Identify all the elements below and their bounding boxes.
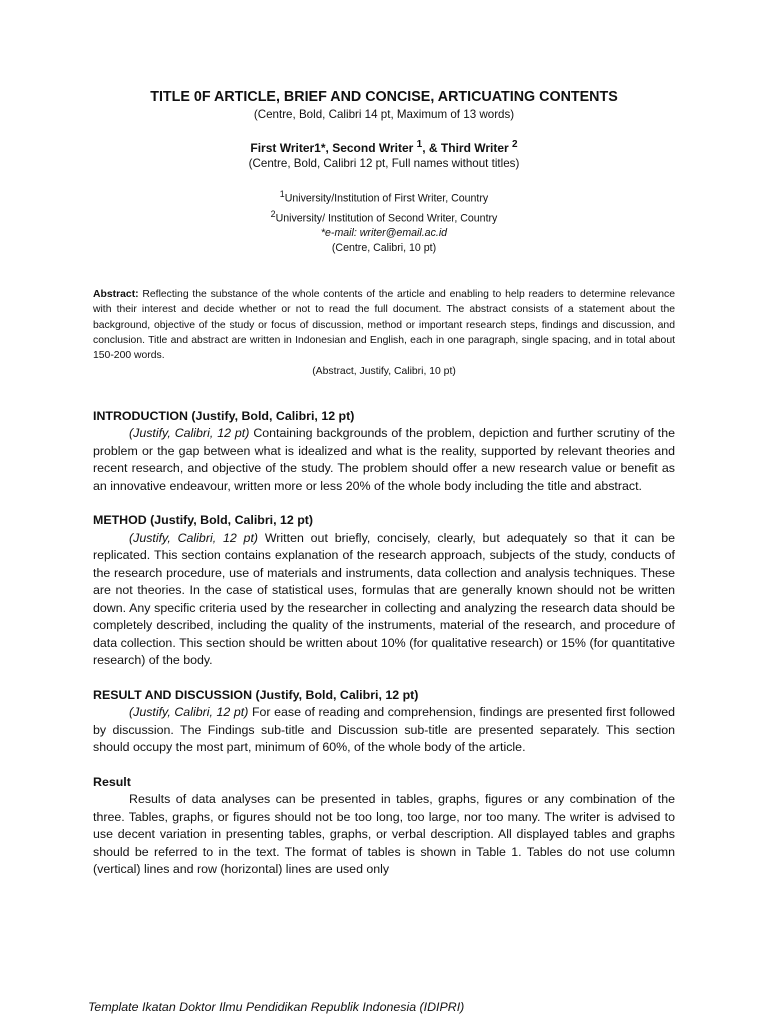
- method-paragraph: (Justify, Calibri, 12 pt) Written out briefly, concisely, clearly, but adequately so that it can be replicated. This section contains explanation of the research approach, subjects of the study, conducts of the research procedure, use of materials and instruments, data collection and analysis techniques. These are not theories. In the case of statistical uses, formulas that are generally known should not be written down. Any specific criteria used by the researcher in collecting and analyzing the research data should be completely described, including the quality of the instruments, material of the research, and procedure of data collection. This section should be written about 10% (for qualitative research) or 15% (for quantitative research) of the body.: [93, 530, 675, 668]
- result-heading: Result: [93, 774, 131, 789]
- title-note: (Centre, Bold, Calibri 14 pt, Maximum of 13 words): [253, 108, 515, 121]
- author-separator: , & Third Writer: [422, 141, 513, 155]
- format-note: (Justify, Calibri, 12 pt): [129, 426, 250, 441]
- author-line: [93, 137, 675, 156]
- abstract-note: (Abstract, Justify, Calibri, 10 pt): [312, 365, 456, 377]
- affiliation-2: $^2$University/ Institution of Second Writer, Country: [270, 208, 498, 225]
- result-paragraph: Results of data analyses can be presented in tables, graphs, figures or any combination of the three. Tables, graphs, or figures should not be too long, too large, nor too many. The writer is advised to use decent variation in presenting tables, graphs, or verbal description. All displayed tables and graphs should be referred to in the text. The format of tables is shown in Table 1. Tables do not use column (vertical) lines and row (horizontal) lines are used only: [93, 792, 675, 877]
- author-superscript: 1: [416, 139, 423, 150]
- format-note: (Justify, Calibri, 12 pt): [129, 530, 259, 545]
- page-footer: Template Ikatan Doktor Ilmu Pendidikan Republik Indonesia (IDIPRI): [88, 1000, 465, 1014]
- article-title: TITLE 0F ARTICLE, BRIEF AND CONCISE, ARTICUATING CONTENTS: [150, 89, 618, 105]
- introduction-paragraph: (Justify, Calibri, 12 pt) Containing backgrounds of the problem, depiction and further scrutiny of the problem or the gap between what is idealized and what is the reality, supported by relevant theories and recent research, and objective of the study. The problem should offer a new research value or benefit as an innovative endeavour, written more or less 20% of the whole body including the title and abstract.: [93, 426, 675, 493]
- affiliation-superscript: 2: [270, 208, 276, 219]
- author-first: First Writer1*: [250, 141, 326, 155]
- author-separator: , Second Writer: [325, 141, 417, 155]
- result-discussion-heading: RESULT AND DISCUSSION (Justify, Bold, Calibri, 12 pt): [93, 687, 419, 702]
- abstract-paragraph: [93, 287, 675, 363]
- affiliation-superscript: 1: [279, 189, 285, 199]
- method-heading: METHOD (Justify, Bold, Calibri, 12 pt): [93, 513, 314, 528]
- affiliation-1: $^1$University/Institution of First Writer, Country: [279, 189, 489, 205]
- document-page: [93, 88, 675, 879]
- result-discussion-paragraph: (Justify, Calibri, 12 pt) For ease of reading and comprehension, findings are presented first followed by discussion. The Findings sub-title and Discussion sub-title are presented separately. This section should occupy the most part, minimum of 60%, of the whole body of the article.: [93, 705, 676, 755]
- format-note: (Justify, Calibri, 12 pt): [129, 705, 249, 720]
- author-superscript: 2: [512, 139, 518, 150]
- email-line: *e-mail: writer@email.ac.id: [320, 227, 448, 240]
- abstract-label: Abstract:: [93, 289, 139, 301]
- introduction-heading: INTRODUCTION (Justify, Bold, Calibri, 12 pt): [93, 408, 355, 423]
- affiliation-note: (Centre, Calibri, 10 pt): [331, 242, 437, 255]
- authors-note: (Centre, Bold, Calibri 12 pt, Full names without titles): [248, 157, 520, 170]
- abstract-text: Reflecting the substance of the whole contents of the article and enabling to help readers to determine relevance with their interest and decide whether or not to read the full document. The abstract consists of a statement about the background, objective of the study or focus of discussion, method or important research steps, findings and discussion, and conclusion. Title and abstract are written in Indonesian and English, each in one paragraph, single spacing, and in total about 150-200 words.: [93, 289, 675, 362]
